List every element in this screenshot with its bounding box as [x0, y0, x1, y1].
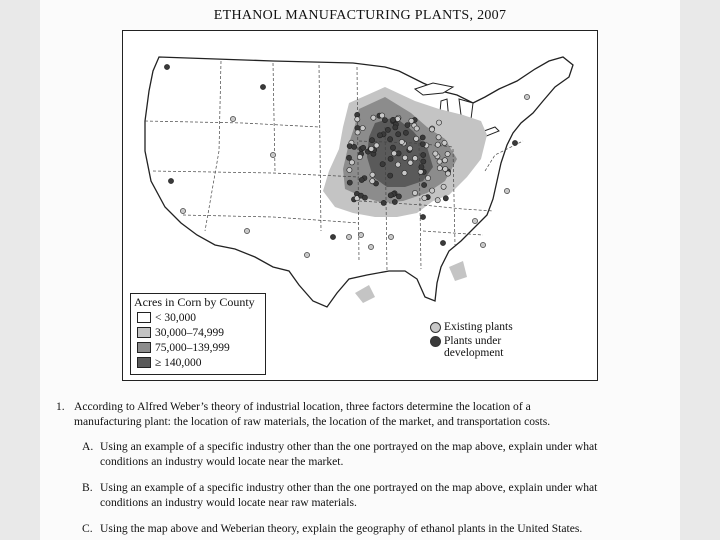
part-text	[100, 440, 676, 469]
plant-point	[437, 166, 442, 171]
plant-point	[412, 190, 417, 195]
plant-point	[380, 113, 385, 118]
plant-point	[369, 138, 374, 143]
plant-point	[429, 127, 434, 132]
corn-legend-heading: Acres in Corn by County	[134, 295, 255, 309]
plant-point	[441, 184, 446, 189]
plant-point	[443, 196, 448, 201]
corn-legend-item	[137, 341, 230, 354]
plant-point	[524, 94, 529, 99]
plant-point	[420, 135, 425, 140]
plant-point	[380, 162, 385, 167]
plant-point	[396, 132, 401, 137]
plant-point	[381, 200, 386, 205]
legend-swatch-light	[137, 327, 151, 338]
plant-point	[405, 123, 410, 128]
plant-point	[392, 199, 397, 204]
plant-point	[388, 193, 393, 198]
corn-legend-label: 30,000–74,999	[155, 326, 224, 339]
plant-point	[407, 146, 412, 151]
plant-point	[421, 152, 426, 157]
plant-point	[388, 173, 393, 178]
plant-point	[421, 159, 426, 164]
plant-point	[346, 155, 351, 160]
plants-legend-label-line1: Plants under	[444, 335, 502, 347]
plant-point	[418, 169, 423, 174]
corn-legend-label: ≥ 140,000	[155, 356, 202, 369]
part-letter: C.	[82, 522, 93, 535]
existing-plant-dot	[430, 322, 441, 333]
plant-point	[357, 154, 362, 159]
plant-point	[436, 120, 441, 125]
plant-point	[368, 244, 373, 249]
part-text-line: conditions an industry would locate near raw materials.	[100, 495, 357, 509]
plant-point	[443, 166, 448, 171]
plant-point	[392, 151, 397, 156]
plant-point	[504, 188, 509, 193]
plant-point	[355, 130, 360, 135]
plant-point	[403, 130, 408, 135]
plant-point	[437, 159, 442, 164]
plant-point	[420, 214, 425, 219]
plant-point	[361, 145, 366, 150]
question-number: 1.	[56, 400, 65, 413]
plant-point	[399, 139, 404, 144]
plants-legend-label: Existing plants	[444, 321, 513, 333]
plant-point	[435, 142, 440, 147]
plant-point	[413, 156, 418, 161]
part-text-line: Using the map above and Weberian theory, explain the geography of ethanol plants in the United States.	[100, 522, 583, 535]
corn-south-patch	[449, 261, 467, 281]
plant-point	[480, 242, 485, 247]
corn-legend-label: < 30,000	[155, 311, 196, 324]
part-text-line: Using an example of a specific industry other than the one portrayed on the map above, explain under what	[100, 481, 598, 494]
legend-swatch-medium	[137, 342, 151, 353]
plant-point	[362, 195, 367, 200]
plant-point	[388, 137, 393, 142]
development-plant-dot	[430, 336, 441, 347]
plant-point	[408, 160, 413, 165]
question-stem	[74, 400, 674, 429]
legend-swatch-dark	[137, 357, 151, 368]
plant-point	[512, 140, 517, 145]
plant-point	[430, 188, 435, 193]
plant-point	[472, 218, 477, 223]
plant-point	[270, 152, 275, 157]
plant-point	[442, 158, 447, 163]
corn-legend-item	[137, 356, 202, 369]
plants-legend-label-line2: development	[444, 347, 504, 359]
plant-point	[420, 142, 425, 147]
corn-texas-patch	[355, 285, 375, 303]
plant-point	[435, 198, 440, 203]
plant-point	[260, 84, 265, 89]
map-frame	[122, 30, 598, 381]
plant-point	[445, 171, 450, 176]
part-text	[100, 481, 676, 510]
plant-point	[359, 177, 364, 182]
plant-point	[393, 125, 398, 130]
plant-point	[419, 165, 424, 170]
plant-point	[402, 155, 407, 160]
part-text-line: Using an example of a specific industry other than the one portrayed on the map above, explain under what	[100, 440, 598, 453]
plants-legend	[430, 321, 528, 373]
plant-point	[390, 145, 395, 150]
plant-point	[360, 126, 365, 131]
plant-point	[164, 64, 169, 69]
plant-point	[396, 194, 401, 199]
plant-point	[445, 151, 450, 156]
plant-point	[230, 116, 235, 121]
plant-point	[330, 234, 335, 239]
part-text	[100, 522, 676, 537]
plant-point	[388, 234, 393, 239]
plant-point	[422, 182, 427, 187]
part-letter: A.	[82, 440, 94, 453]
plant-point	[346, 234, 351, 239]
plant-point	[180, 208, 185, 213]
plant-point	[168, 178, 173, 183]
plant-point	[436, 135, 441, 140]
legend-swatch-white	[137, 312, 151, 323]
plant-point	[442, 140, 447, 145]
plant-point	[382, 118, 387, 123]
plants-legend-item	[430, 335, 503, 359]
plants-legend-item	[430, 321, 513, 333]
corn-legend	[130, 293, 266, 375]
corn-legend-item	[137, 326, 224, 339]
plant-point	[349, 160, 354, 165]
part-letter: B.	[82, 481, 93, 494]
plant-point	[440, 240, 445, 245]
plants-legend-label	[444, 335, 503, 359]
plant-point	[409, 118, 414, 123]
plant-point	[395, 162, 400, 167]
part-text-line: conditions an industry would locate near the market.	[100, 454, 344, 468]
plant-point	[374, 143, 379, 148]
plant-point	[347, 180, 352, 185]
plant-point	[425, 176, 430, 181]
plant-point	[370, 172, 375, 177]
map-title: ETHANOL MANUFACTURING PLANTS, 2007	[213, 8, 507, 23]
question-stem-line: manufacturing plant: the location of raw materials, the location of the market, and transportation costs.	[74, 414, 551, 428]
plant-point	[244, 228, 249, 233]
worksheet-page	[40, 0, 680, 540]
plant-point	[355, 117, 360, 122]
plant-point	[422, 196, 427, 201]
plant-point	[390, 117, 395, 122]
plant-point	[395, 116, 400, 121]
plant-point	[388, 156, 393, 161]
corn-legend-label: 75,000–139,999	[155, 341, 230, 354]
plant-point	[433, 151, 438, 156]
plant-point	[414, 126, 419, 131]
plant-point	[385, 127, 390, 132]
plant-point	[358, 232, 363, 237]
plant-point	[371, 115, 376, 120]
plant-point	[414, 136, 419, 141]
plant-point	[370, 179, 375, 184]
plant-point	[402, 170, 407, 175]
question-stem-line: According to Alfred Weber’s theory of industrial location, three factors determine the location of a	[74, 400, 531, 413]
plant-point	[369, 146, 374, 151]
plant-point	[377, 133, 382, 138]
corn-legend-item	[137, 311, 196, 324]
plant-point	[352, 144, 357, 149]
plant-point	[304, 252, 309, 257]
plant-point	[347, 167, 352, 172]
